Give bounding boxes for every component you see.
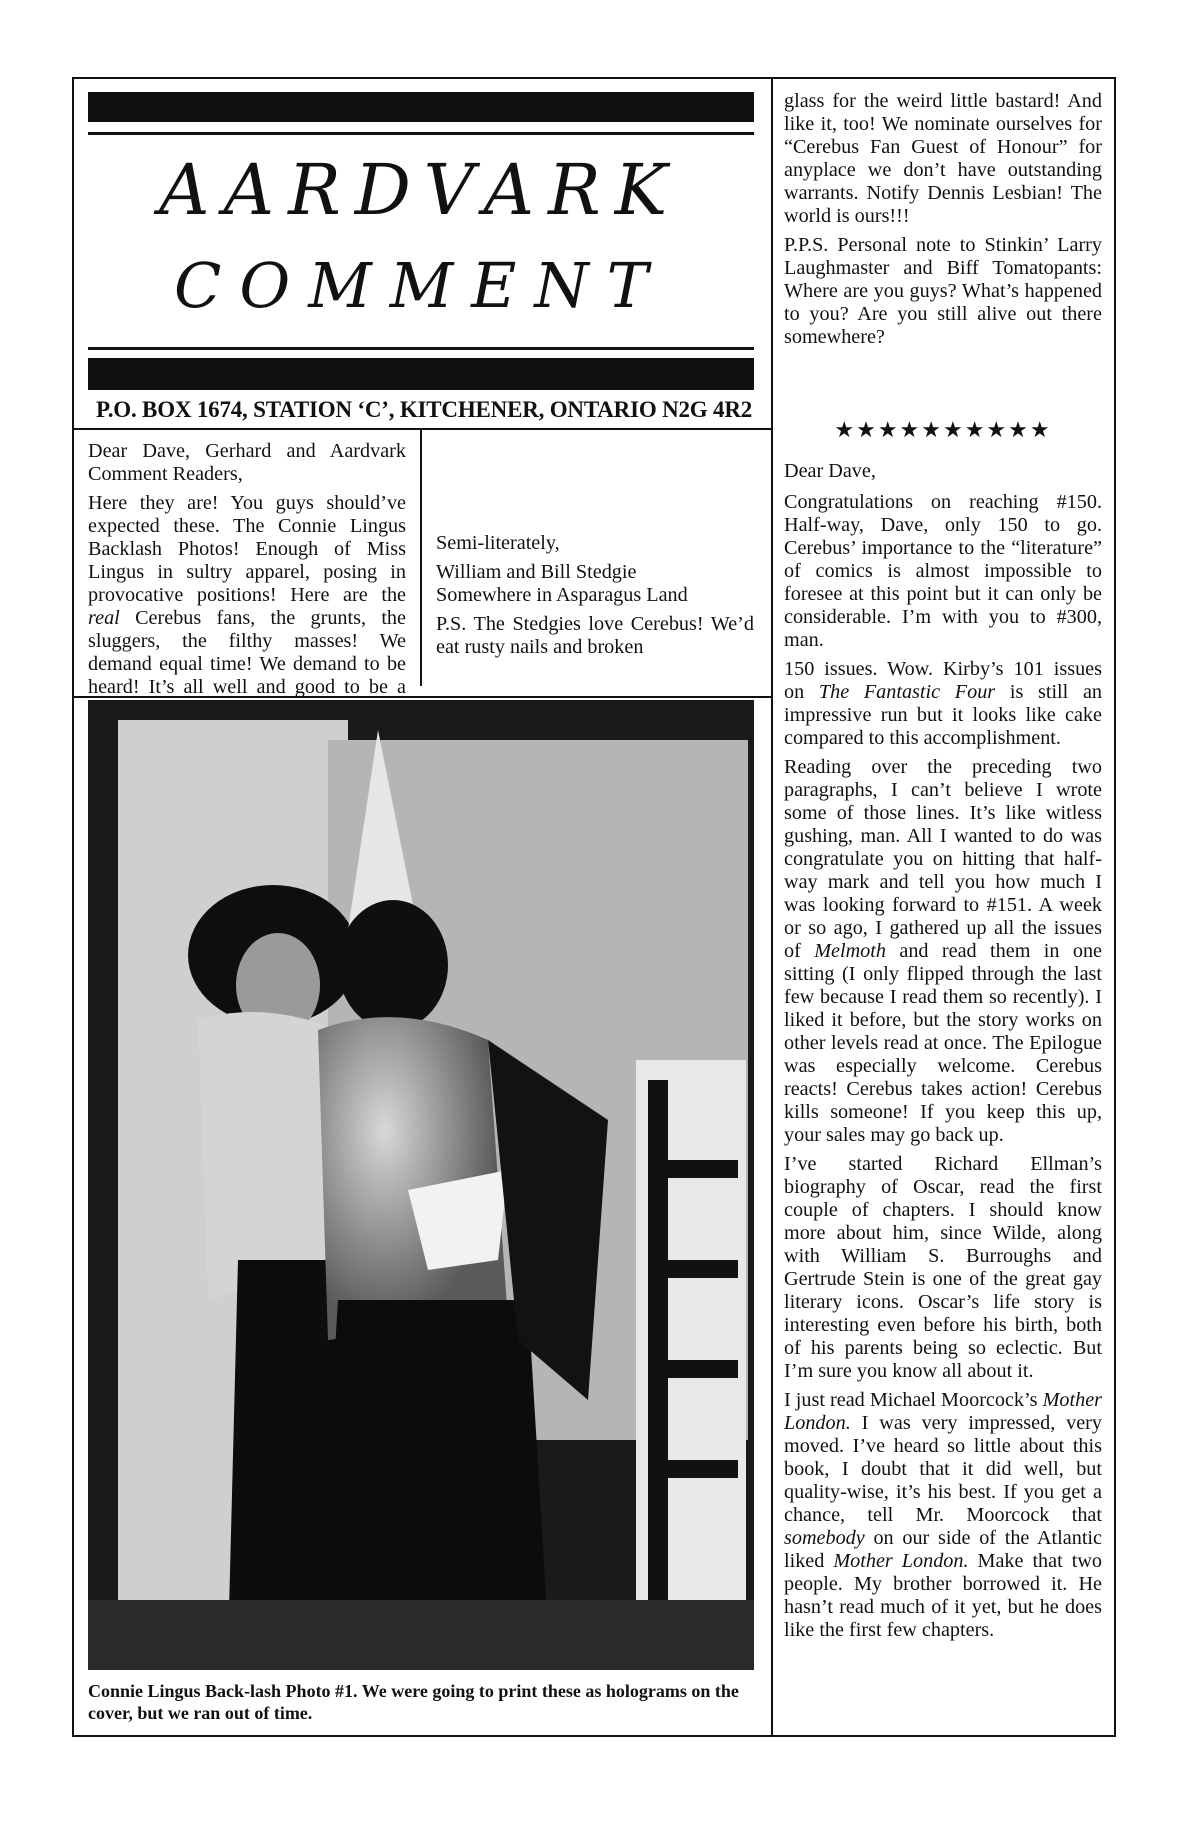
letter1-location: Somewhere in Asparagus Land xyxy=(436,584,688,606)
column-divider-right xyxy=(771,77,773,1737)
letter1-closing: Semi-literately, xyxy=(436,532,560,554)
letter2-paragraph-2: 150 issues. Wow. Kirby’s 101 issues on The Fantastic Four is still an impressive run but it looks like cake compared to this accomplishment. xyxy=(784,658,1103,749)
masthead-top-thin-rule xyxy=(88,132,754,135)
right-column xyxy=(784,90,1102,355)
letter1-ps: P.S. The Stedgies love Cerebus! We’d eat rusty nails and broken xyxy=(436,613,754,658)
masthead-title-line1: AARDVARK xyxy=(158,149,682,231)
masthead-address: P.O. BOX 1674, STATION ‘C’, KITCHENER, ONTARIO N2G 4R2 xyxy=(95,397,753,422)
letter2-paragraph-3: Reading over the preceding two paragraphs, I can’t believe I wrote some of those lines. It’s like witless gushing, man. All I wanted to do was congratulate you on hitting that half-way mark and tell you how much I was looking forward to #151. A week or so ago, I gathered up all the issues of Melmoth and read them in one sitting (I only flipped through the last few because I read them so recently). I liked it before, but the story works on other levels read at once. The Epilogue was especially welcome. Cerebus reacts! Cerebus takes action! Cerebus kills someone! If you keep this up, your sales may go back up. xyxy=(784,756,1103,1146)
masthead-top-bar xyxy=(88,92,754,122)
letter1-column-b xyxy=(436,440,754,659)
photo-caption: Connie Lingus Back-lash Photo #1. We were going to print these as holograms on the cover, but we ran out of time. xyxy=(88,1681,739,1723)
letter1-salutation: Dear Dave, Gerhard and Aardvark Comment Readers, xyxy=(88,440,406,485)
masthead-bottom-thin-rule xyxy=(88,347,754,350)
star-separator: ★★★★★★★★★★ xyxy=(834,417,1052,442)
letter2-paragraph-1: Congratulations on reaching #150. Half-way, Dave, only 150 to go. Cerebus’ importance to the “literature” of comics is almost impossible to foresee at this point but it can only be considerable. I’m with you to #300, man. xyxy=(784,491,1102,651)
letter2-paragraph-4: I’ve started Richard Ellman’s biography of Oscar, read the first couple of chapters. I should know more about him, since Wilde, along with William S. Burroughs and Gertrude Stein is one of the great gay literary icons. Oscar’s life story is interesting even before his birth, both of his parents being so eclectic. But I’m sure you know all about it. xyxy=(784,1153,1102,1382)
letter1-signature: William and Bill Stedgie xyxy=(436,561,637,583)
photo xyxy=(88,700,754,1670)
letter1-ps-continued: glass for the weird little bastard! And like it, too! We nominate ourselves for “Cerebus Fan Guest of Honour” for anyplace we don’t have outstanding warrants. Notify Dennis Lesbian! The world is ours!!! xyxy=(784,90,1102,227)
letter2-paragraph-5: I just read Michael Moorcock’s Mother London. I was very impressed, very moved. I’ve heard so little about this book, I doubt that it did well, but quality-wise, it’s his best. If you get a chance, tell Mr. Moorcock that somebody on our side of the Atlantic liked Mother London. Make that two people. My brother borrowed it. He hasn’t read much of it yet, but he does like the first few chapters. xyxy=(784,1389,1103,1641)
photo-image xyxy=(88,700,754,1670)
letter1-paragraph: Here they are! You guys should’ve expected these. The Connie Lingus Backlash Photos! Enough of Miss Lingus in sultry apparel, posing in provocative positions! Here are the real Cerebus fans, the grunts, the sluggers, the filthy masses! We demand equal time! We demand to be heard! It’s all well and good to be a xyxy=(88,492,406,698)
masthead-bottom-bar xyxy=(88,358,754,390)
letter1-pps: P.P.S. Personal note to Stinkin’ Larry Laughmaster and Biff Tomatopants: Where are you guys? What’s happened to you? Are you still alive out there somewhere? xyxy=(784,234,1102,348)
masthead-title-line2: COMMENT xyxy=(173,249,667,322)
letter2-salutation: Dear Dave, xyxy=(784,460,876,482)
letter1-column-a xyxy=(88,440,406,702)
letter2 xyxy=(784,460,1102,1648)
column-divider-left xyxy=(420,428,422,686)
masthead-bottom-rule xyxy=(72,428,772,430)
